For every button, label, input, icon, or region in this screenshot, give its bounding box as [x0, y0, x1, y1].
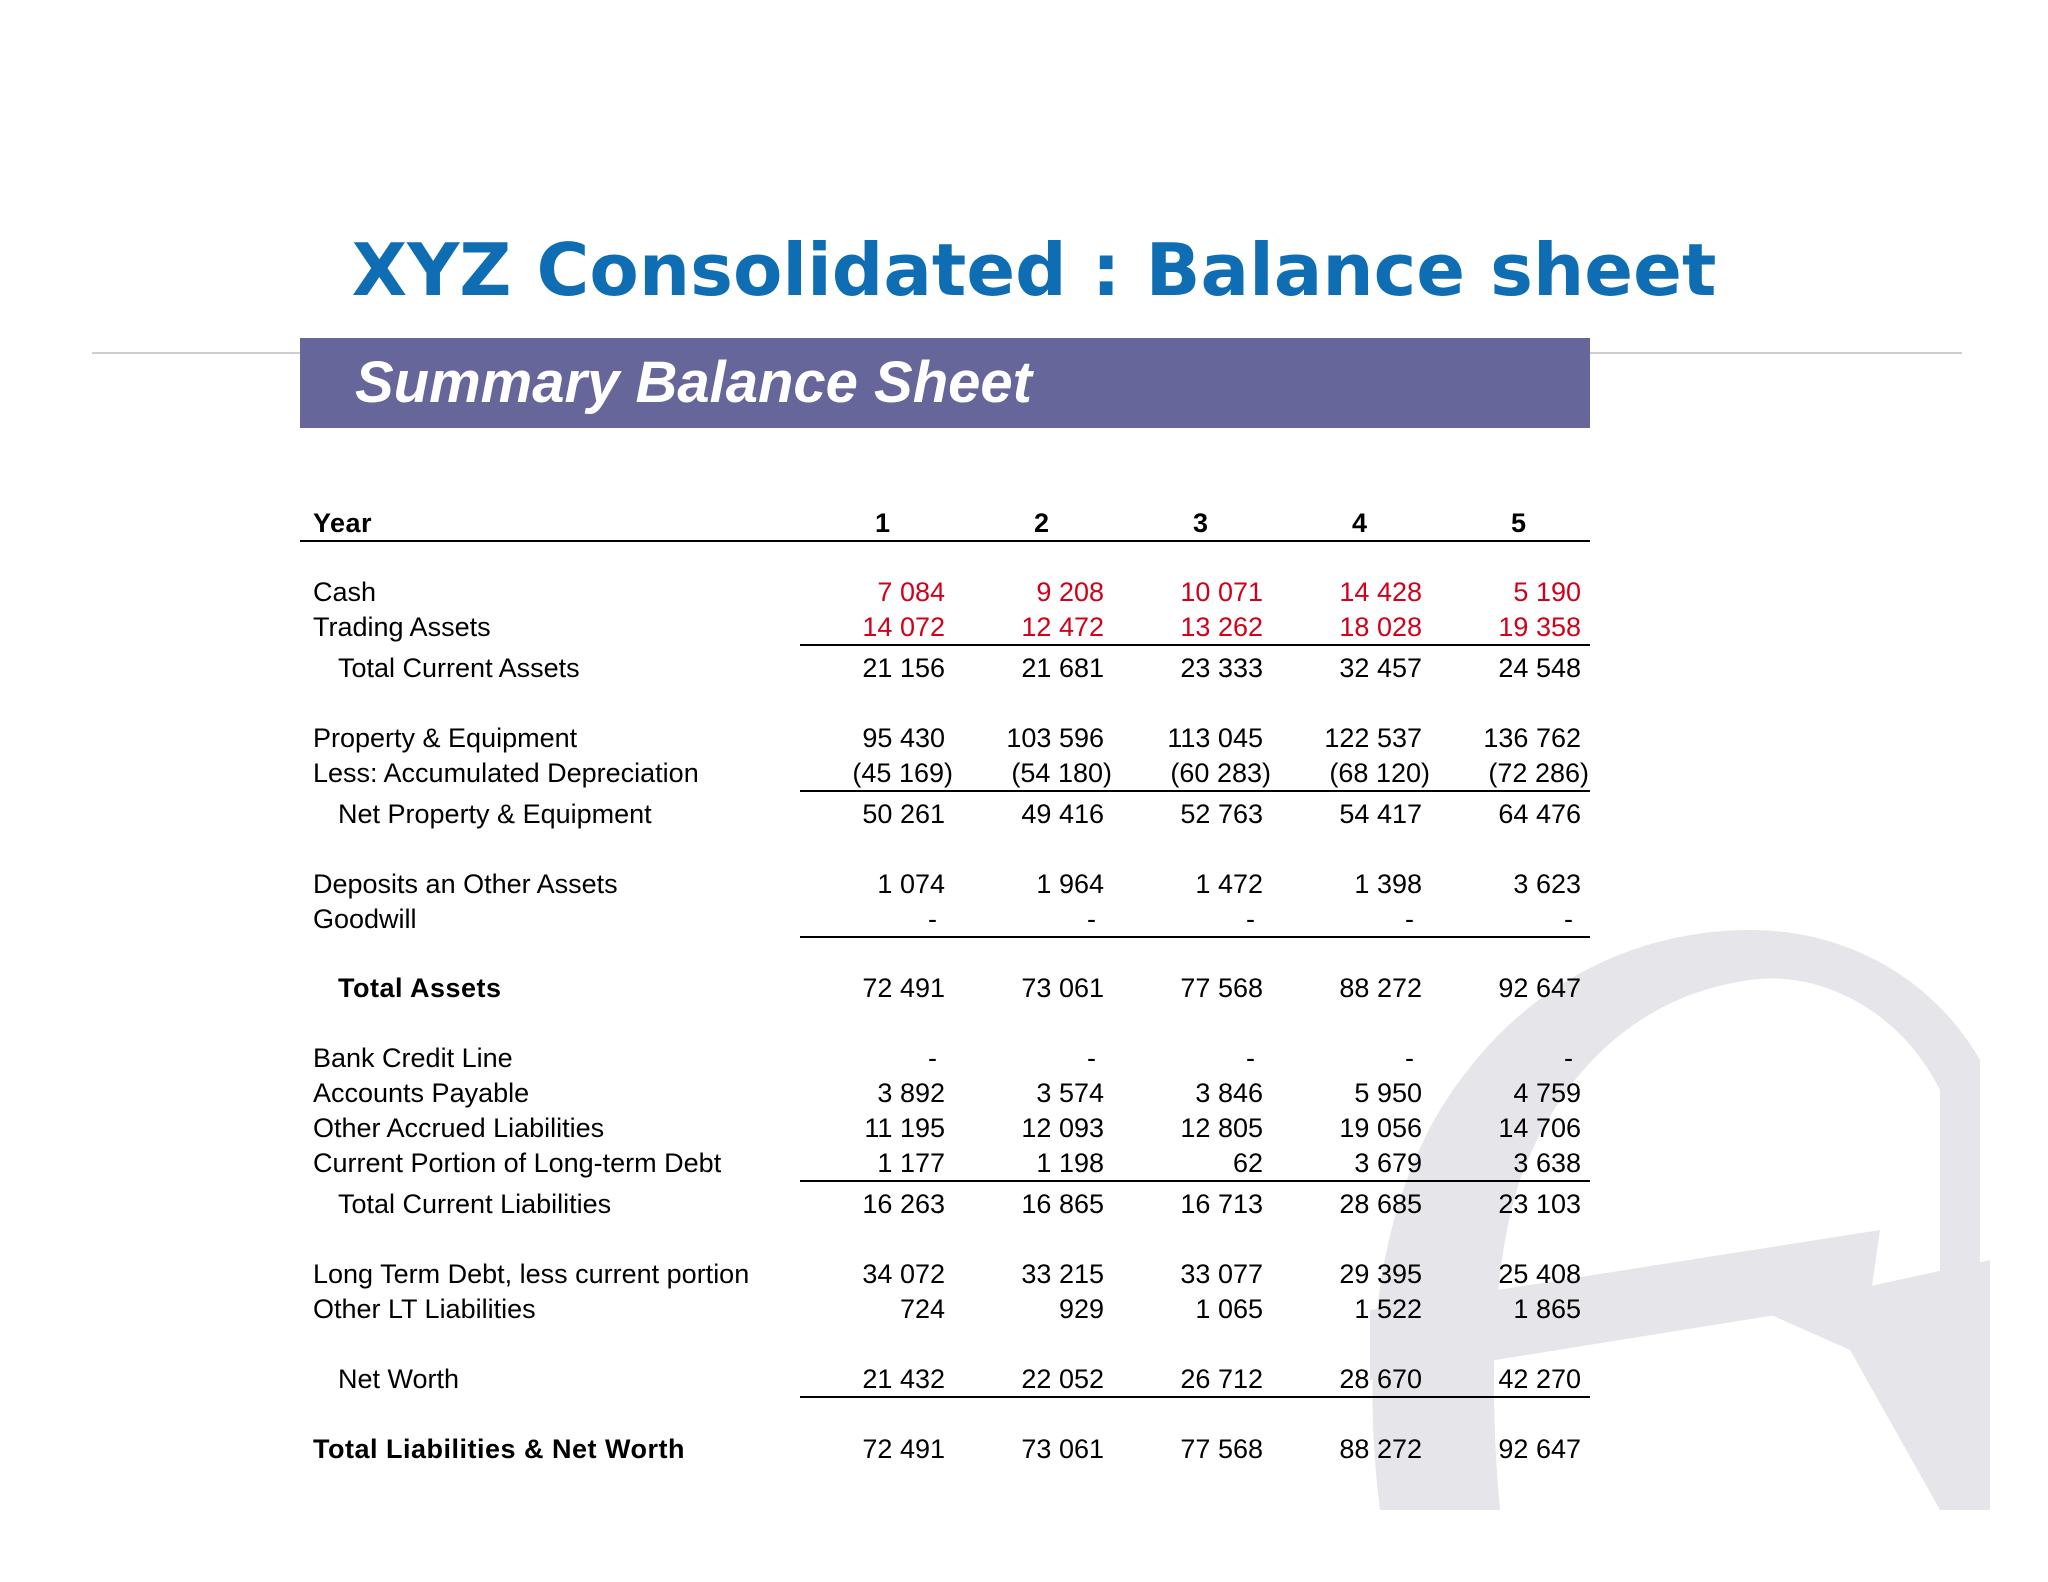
- cell-value: 5 950: [1354, 1078, 1422, 1108]
- cell-value: 1 177: [877, 1148, 945, 1178]
- cell-value: 1 398: [1354, 869, 1422, 899]
- cell-value: (60 283): [1170, 758, 1271, 788]
- cell-value: 16 865: [1021, 1189, 1104, 1219]
- cell-value: 122 537: [1324, 723, 1422, 753]
- table-row: [300, 866, 1590, 902]
- cell-value: 3 638: [1513, 1148, 1581, 1178]
- row-label: Less: Accumulated Depreciation: [313, 758, 699, 788]
- subtotal-line: [800, 1180, 1590, 1182]
- year-header-4: 4: [1352, 508, 1368, 538]
- row-label: Trading Assets: [313, 612, 491, 642]
- table-row: [300, 1110, 1590, 1146]
- cell-value: 12 472: [1021, 612, 1104, 642]
- cell-value: 1 074: [877, 869, 945, 899]
- cell-value: 1 472: [1195, 869, 1263, 899]
- table-row: [300, 1256, 1590, 1292]
- cell-value: 21 681: [1021, 653, 1104, 683]
- cell-value: -: [1405, 904, 1414, 934]
- table-row: [300, 901, 1590, 937]
- cell-value: -: [1087, 904, 1096, 934]
- cell-value: 4 759: [1513, 1078, 1581, 1108]
- cell-value: 1 198: [1036, 1148, 1104, 1178]
- cell-value: 14 072: [862, 612, 945, 642]
- row-label: Other Accrued Liabilities: [313, 1113, 605, 1143]
- table-row: [300, 650, 1590, 686]
- row-label: Other LT Liabilities: [313, 1294, 536, 1324]
- cell-value: 16 263: [862, 1189, 945, 1219]
- cell-value: 32 457: [1339, 653, 1422, 683]
- cell-value: 12 805: [1180, 1113, 1263, 1143]
- cell-value: 24 548: [1498, 653, 1581, 683]
- row-label: Net Worth: [338, 1364, 460, 1394]
- row-label: Total Current Liabilities: [338, 1189, 612, 1219]
- row-label: Deposits an Other Assets: [313, 869, 618, 899]
- cell-value: 18 028: [1339, 612, 1422, 642]
- cell-value: 62: [1232, 1148, 1263, 1178]
- year-header-3: 3: [1193, 508, 1209, 538]
- cell-value: 42 270: [1498, 1364, 1581, 1394]
- cell-value: 28 685: [1339, 1189, 1422, 1219]
- year-header-5: 5: [1511, 508, 1527, 538]
- cell-value: 25 408: [1498, 1259, 1581, 1289]
- cell-value: 73 061: [1021, 1434, 1104, 1464]
- cell-value: -: [1246, 904, 1255, 934]
- cell-value: -: [928, 904, 937, 934]
- cell-value: -: [928, 1043, 937, 1073]
- cell-value: -: [1246, 1043, 1255, 1073]
- row-label: Accounts Payable: [313, 1078, 530, 1108]
- cell-value: (68 120): [1329, 758, 1430, 788]
- cell-value: 7 084: [877, 577, 945, 607]
- cell-value: 12 093: [1021, 1113, 1104, 1143]
- table-row: [300, 1075, 1590, 1111]
- table-row: [300, 970, 1590, 1006]
- cell-value: 11 195: [864, 1113, 945, 1143]
- row-label: Goodwill: [313, 904, 417, 934]
- cell-value: 95 430: [862, 723, 945, 753]
- cell-value: 92 647: [1498, 973, 1581, 1003]
- year-header-2: 2: [1034, 508, 1050, 538]
- cell-value: 724: [899, 1294, 945, 1324]
- cell-value: -: [1564, 1043, 1573, 1073]
- year-header-1: 1: [875, 508, 891, 538]
- table-row: [300, 609, 1590, 645]
- subtotal-line: [800, 644, 1590, 646]
- subtotal-line: [800, 936, 1590, 938]
- row-label: Total Current Assets: [338, 653, 580, 683]
- cell-value: 28 670: [1339, 1364, 1422, 1394]
- row-label: Total Liabilities & Net Worth: [313, 1434, 686, 1464]
- subtotal-line: [800, 790, 1590, 792]
- section-banner: [300, 338, 1590, 428]
- row-label: Net Property & Equipment: [338, 799, 652, 829]
- cell-value: (72 286): [1488, 758, 1589, 788]
- cell-value: 52 763: [1180, 799, 1263, 829]
- cell-value: 19 358: [1498, 612, 1581, 642]
- cell-value: 77 568: [1180, 973, 1263, 1003]
- cell-value: 72 491: [862, 1434, 945, 1464]
- cell-value: 10 071: [1180, 577, 1263, 607]
- cell-value: 50 261: [862, 799, 945, 829]
- cell-value: 19 056: [1339, 1113, 1422, 1143]
- table-row: [300, 1431, 1590, 1467]
- table-row: [300, 1040, 1590, 1076]
- cell-value: 3 574: [1036, 1078, 1104, 1108]
- table-row: [300, 796, 1590, 832]
- cell-value: 3 679: [1354, 1148, 1422, 1178]
- cell-value: 54 417: [1339, 799, 1422, 829]
- row-label: Current Portion of Long-term Debt: [313, 1148, 722, 1178]
- cell-value: -: [1564, 904, 1573, 934]
- cell-value: 33 215: [1021, 1259, 1104, 1289]
- cell-value: 34 072: [862, 1259, 945, 1289]
- header-underline: [300, 540, 1590, 542]
- cell-value: 29 395: [1339, 1259, 1422, 1289]
- cell-value: 9 208: [1036, 577, 1104, 607]
- table-header-row: [300, 505, 1590, 541]
- cell-value: 1 065: [1195, 1294, 1263, 1324]
- cell-value: 5 190: [1513, 577, 1581, 607]
- table-row: [300, 574, 1590, 610]
- row-label: Total Assets: [338, 973, 502, 1003]
- cell-value: -: [1087, 1043, 1096, 1073]
- cell-value: 92 647: [1498, 1434, 1581, 1464]
- cell-value: 929: [1058, 1294, 1104, 1324]
- cell-value: 88 272: [1339, 973, 1422, 1003]
- cell-value: (45 169): [852, 758, 953, 788]
- cell-value: 21 156: [862, 653, 945, 683]
- cell-value: 3 623: [1513, 869, 1581, 899]
- cell-value: 33 077: [1180, 1259, 1263, 1289]
- cell-value: 73 061: [1021, 973, 1104, 1003]
- table-row: [300, 1291, 1590, 1327]
- table-row: [300, 720, 1590, 756]
- cell-value: 72 491: [862, 973, 945, 1003]
- cell-value: (54 180): [1011, 758, 1112, 788]
- cell-value: -: [1405, 1043, 1414, 1073]
- cell-value: 88 272: [1339, 1434, 1422, 1464]
- cell-value: 1 522: [1354, 1294, 1422, 1324]
- table-row: [300, 755, 1590, 791]
- cell-value: 136 762: [1483, 723, 1581, 753]
- cell-value: 1 865: [1513, 1294, 1581, 1324]
- cell-value: 21 432: [862, 1364, 945, 1394]
- row-label: Property & Equipment: [313, 723, 578, 753]
- subtotal-line: [800, 1396, 1590, 1398]
- row-label: Bank Credit Line: [313, 1043, 513, 1073]
- cell-value: 14 428: [1339, 577, 1422, 607]
- cell-value: 103 596: [1006, 723, 1104, 753]
- cell-value: 3 846: [1195, 1078, 1263, 1108]
- cell-value: 113 045: [1167, 723, 1263, 753]
- cell-value: 3 892: [877, 1078, 945, 1108]
- row-label: Long Term Debt, less current portion: [313, 1259, 750, 1289]
- table-row: [300, 1361, 1590, 1397]
- cell-value: 22 052: [1021, 1364, 1104, 1394]
- table-row: [300, 1145, 1590, 1181]
- page-title: XYZ Consolidated : Balance sheet: [351, 228, 1717, 312]
- cell-value: 16 713: [1180, 1189, 1263, 1219]
- cell-value: 13 262: [1180, 612, 1263, 642]
- cell-value: 23 103: [1498, 1189, 1581, 1219]
- cell-value: 49 416: [1021, 799, 1104, 829]
- row-label: Cash: [313, 577, 377, 607]
- cell-value: 77 568: [1180, 1434, 1263, 1464]
- cell-value: 14 706: [1498, 1113, 1581, 1143]
- cell-value: 23 333: [1180, 653, 1263, 683]
- cell-value: 26 712: [1180, 1364, 1263, 1394]
- cell-value: 64 476: [1498, 799, 1581, 829]
- cell-value: 1 964: [1036, 869, 1104, 899]
- table-row: [300, 1186, 1590, 1222]
- banner-title: Summary Balance Sheet: [355, 350, 1032, 415]
- year-header-label: Year: [313, 508, 373, 538]
